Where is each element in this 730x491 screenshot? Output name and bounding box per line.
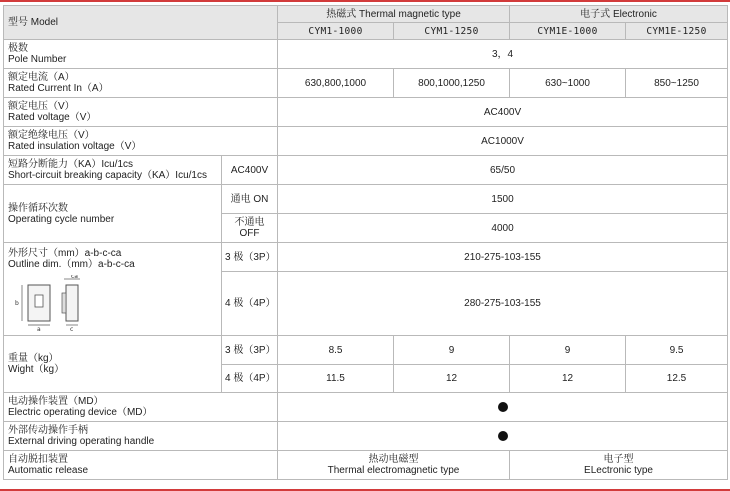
dim-c-label: c [70,326,74,331]
operating-cycle-label [4,185,222,243]
model-header: 型号 Model [4,6,278,40]
rated-current-value: 630~1000 [510,69,626,98]
model-cym1-1000: CYM1-1000 [278,23,394,40]
outline-4p-sub: 4 极（4P） [222,272,278,336]
auto-release-label [4,451,278,480]
outline-label [4,243,222,336]
weight-3p-value: 8.5 [278,336,394,365]
operating-cycle-on-value: 1500 [278,185,728,214]
outline-3p-sub: 3 极（3P） [222,243,278,272]
weight-4p-value: 12.5 [626,365,728,393]
rated-current-value: 850~1250 [626,69,728,98]
operating-cycle-off-sub-zh: 不通电 [234,217,265,228]
insulation-voltage-label-en: Rated insulation voltage（V） [8,141,142,152]
operating-cycle-off-value: 4000 [278,214,728,243]
operating-cycle-label-en: Operating cycle number [8,213,115,225]
breaking-capacity-sub: AC400V [222,156,278,185]
weight-4p-value: 12 [510,365,626,393]
outline-dimension-drawing [14,275,94,331]
operating-cycle-off-sub-en: OFF [239,228,260,239]
electronic-group-header: 电子式 Electronic [510,6,728,23]
external-handle-availability [278,422,728,451]
breaking-capacity-label-en: Short-circuit breaking capacity（KA）Icu/1cs [8,170,207,181]
external-handle-label [4,422,278,451]
available-dot-icon [498,431,508,441]
motor-operator-label-en: Electric operating device（MD） [8,407,153,418]
auto-release-electronic [510,451,728,480]
rated-voltage-value: AC400V [278,98,728,127]
rated-voltage-label-en: Rated voltage（V） [8,112,97,123]
outline-label-zh: 外形尺寸（mm）a-b-c-ca [8,248,122,259]
rated-current-label [4,69,278,98]
poles-label-en: Pole Number [8,54,67,65]
model-cym1e-1000: CYM1E-1000 [510,23,626,40]
operating-cycle-label-zh: 操作循环次数 [8,202,68,214]
insulation-voltage-label [4,127,278,156]
breaking-capacity-label [4,156,222,185]
poles-label-zh: 极数 [8,43,28,54]
auto-release-thermal [278,451,510,480]
rated-voltage-label [4,98,278,127]
rated-current-value: 630,800,1000 [278,69,394,98]
outline-3p-value: 210-275-103-155 [278,243,728,272]
model-cym1-1250: CYM1-1250 [394,23,510,40]
dim-b-label: b [15,300,19,307]
auto-release-thermal-zh: 热动电磁型 [368,454,419,465]
weight-3p-sub: 3 极（3P） [222,336,278,365]
insulation-voltage-value: AC1000V [278,127,728,156]
auto-release-label-zh: 自动脱扣装置 [8,454,68,465]
weight-3p-value: 9 [510,336,626,365]
weight-label-zh: 重量（kg） [8,353,59,364]
auto-release-label-en: Automatic release [8,465,89,476]
rated-current-label-zh: 额定电流（A） [8,72,75,83]
top-rule [0,0,730,2]
weight-4p-value: 12 [394,365,510,393]
poles-value: 3，4 [278,40,728,69]
poles-label [4,40,278,69]
weight-4p-value: 11.5 [278,365,394,393]
available-dot-icon [498,402,508,412]
weight-3p-value: 9.5 [626,336,728,365]
dim-ca-label: ca [71,275,78,280]
rated-voltage-label-zh: 额定电压（V） [8,101,75,112]
operating-cycle-off-sub [222,214,278,243]
model-cym1e-1250: CYM1E-1250 [626,23,728,40]
thermal-group-header: 热磁式 Thermal magnetic type [278,6,510,23]
auto-release-electronic-zh: 电子型 [603,454,634,465]
motor-operator-availability [278,393,728,422]
breaking-capacity-value: 65/50 [278,156,728,185]
outline-4p-value: 280-275-103-155 [278,272,728,336]
weight-label-en: Wight（kg） [8,364,65,375]
motor-operator-label [4,393,278,422]
auto-release-electronic-en: ELectronic type [584,465,653,476]
operating-cycle-on-sub: 通电 ON [222,185,278,214]
weight-label [4,336,222,393]
rated-current-label-en: Rated Current In（A） [8,83,109,94]
dim-a-label: a [37,326,41,331]
external-handle-label-zh: 外部传动操作手柄 [8,425,88,436]
motor-operator-label-zh: 电动操作装置（MD） [8,396,104,407]
spec-table [3,5,728,480]
rated-current-value: 800,1000,1250 [394,69,510,98]
external-handle-label-en: External driving operating handle [8,436,155,447]
breaking-capacity-label-zh: 短路分断能力（KA）Icu/1cs [8,159,134,170]
auto-release-thermal-en: Thermal electromagnetic type [327,465,460,476]
weight-4p-sub: 4 极（4P） [222,365,278,393]
weight-3p-value: 9 [394,336,510,365]
outline-label-en: Outline dim.（mm）a-b-c-ca [8,259,135,270]
insulation-voltage-label-zh: 额定绝缘电压（V） [8,130,95,141]
